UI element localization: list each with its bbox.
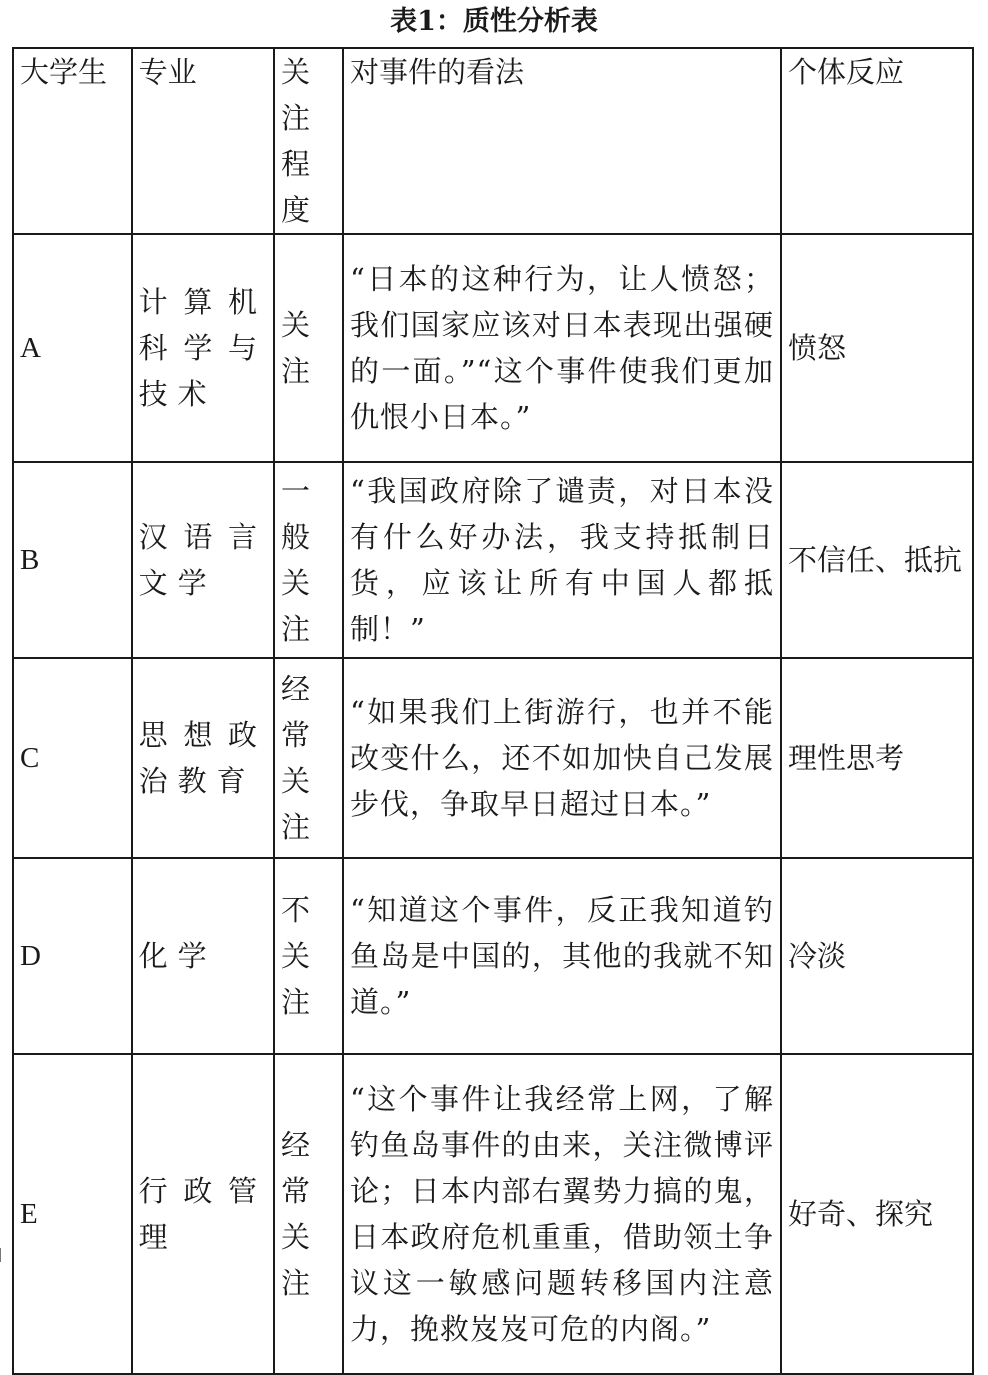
header-student: 大学生	[13, 48, 132, 234]
header-view: 对事件的看法	[343, 48, 781, 234]
cell-major: 化学	[132, 858, 274, 1054]
cell-reaction: 好奇、探究	[781, 1054, 973, 1374]
cell-attention: 经常关注	[274, 658, 343, 858]
cell-student: B	[13, 462, 132, 658]
cell-student: C	[13, 658, 132, 858]
cell-reaction: 冷淡	[781, 858, 973, 1054]
margin-mark	[0, 1248, 5, 1262]
cell-attention: 关注	[274, 234, 343, 462]
table-caption: 表1：质性分析表	[390, 6, 598, 37]
cell-reaction: 不信任、抵抗	[781, 462, 973, 658]
table-row	[13, 1054, 973, 1374]
table-row	[13, 234, 973, 462]
header-reaction: 个体反应	[781, 48, 973, 234]
cell-student: A	[13, 234, 132, 462]
cell-view: “如果我们上街游行，也并不能改变什么，还不如加快自己发展步伐，争取早日超过日本。”	[343, 658, 781, 858]
table-row	[13, 462, 973, 658]
cell-attention: 一般关注	[274, 462, 343, 658]
table-row	[13, 658, 973, 858]
cell-reaction: 理性思考	[781, 658, 973, 858]
cell-student: E	[13, 1054, 132, 1374]
cell-attention: 经常关注	[274, 1054, 343, 1374]
qualitative-analysis-table	[12, 47, 974, 1375]
table-header-row	[13, 48, 973, 234]
header-major: 专业	[132, 48, 274, 234]
cell-reaction: 愤怒	[781, 234, 973, 462]
header-attention: 关注程度	[274, 48, 343, 234]
cell-view: “我国政府除了谴责，对日本没有什么好办法，我支持抵制日货，应该让所有中国人都抵制！”	[343, 462, 781, 658]
cell-view: “知道这个事件，反正我知道钓鱼岛是中国的，其他的我就不知道。”	[343, 858, 781, 1054]
table-row	[13, 858, 973, 1054]
cell-attention: 不关注	[274, 858, 343, 1054]
cell-view: “这个事件让我经常上网，了解钓鱼岛事件的由来，关注微博评论；日本内部右翼势力搞的鬼，日本政府危机重重，借助领土争议这一敏感问题转移国内注意力，挽救岌岌可危的内阁。”	[343, 1054, 781, 1374]
cell-major: 计算机科学与技术	[132, 234, 274, 462]
cell-view: “日本的这种行为，让人愤怒；我们国家应该对日本表现出强硬的一面。”“这个事件使我们更加仇恨小日本。”	[343, 234, 781, 462]
cell-major: 行政管理	[132, 1054, 274, 1374]
cell-major: 汉语言文学	[132, 462, 274, 658]
cell-student: D	[13, 858, 132, 1054]
cell-major: 思想政治教育	[132, 658, 274, 858]
